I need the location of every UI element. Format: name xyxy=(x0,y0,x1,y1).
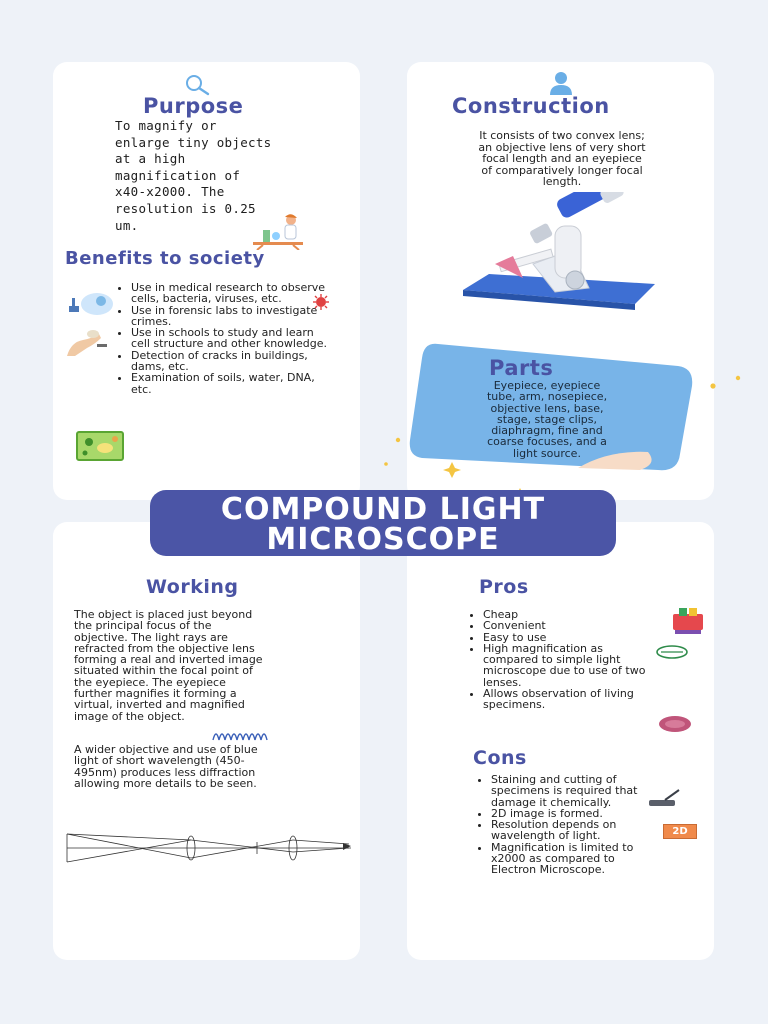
red-cell-icon xyxy=(657,714,693,734)
list-item: • Magnification is limited to x2000 as compared to Electron Microscope. xyxy=(491,842,651,876)
list-item: • High magnification as compared to simple light microscope due to use of two lenses. xyxy=(483,643,647,688)
parts-text: Eyepiece, eyepiece tube, arm, nosepiece, objective lens, base, stage, stage clips, diaphragm, fine and coarse focuses, and a light source. xyxy=(486,379,608,460)
list-item: • 2D image is formed. xyxy=(491,808,651,819)
parts-heading: Parts xyxy=(489,356,554,380)
badge-2d-icon: 2D xyxy=(663,824,697,839)
scientist-illustration xyxy=(249,214,307,250)
list-item: • Use in medical research to observe cells, bacteria, viruses, etc. xyxy=(131,282,335,305)
list-item: • Examination of soils, water, DNA, etc. xyxy=(131,372,335,395)
working-text-2: A wider objective and use of blue light of short wavelength (450- 495nm) produces less diffraction allowing more details to be seen. xyxy=(74,743,258,790)
title-line-1: COMPOUND LIGHT xyxy=(220,492,546,527)
user-icon xyxy=(547,70,575,96)
construction-heading: Construction xyxy=(452,94,610,118)
purpose-card xyxy=(53,62,360,500)
working-text: The object is placed just beyond the principal focus of the objective. The light rays are refracted from the objective lens forming a real and inverted image situated within the focal point of the eyepiece. The eyepiece further magnifies it forming a virtual, inverted and magnified image of the object. xyxy=(74,608,263,723)
list-item: • Staining and cutting of specimens is required that damage it chemically. xyxy=(491,774,651,808)
cells-illustration xyxy=(63,290,115,320)
ray-diagram xyxy=(61,826,353,866)
plant-cell-illustration xyxy=(75,430,125,462)
list-item: • Easy to use xyxy=(483,632,647,643)
construction-text: It consists of two convex lens; an objective lens of very short focal length and an eyepiece of comparatively longer focal length. xyxy=(478,129,646,188)
benefits-heading: Benefits to society xyxy=(65,248,265,269)
purpose-heading: Purpose xyxy=(143,94,244,118)
wave-icon xyxy=(211,728,269,742)
stamp-icon xyxy=(669,606,707,636)
benefits-list xyxy=(115,282,335,395)
title-banner xyxy=(150,490,616,556)
title-line-2: MICROSCOPE xyxy=(266,522,500,557)
list-item: • Convenient xyxy=(483,620,647,631)
list-item: • Detection of cracks in buildings, dams, etc. xyxy=(131,350,335,373)
leaf-badge-icon xyxy=(655,644,689,660)
working-heading: Working xyxy=(146,576,239,598)
list-item: • Use in schools to study and learn cell structure and other knowledge. xyxy=(131,327,335,350)
slide-tool-icon xyxy=(647,788,683,808)
purpose-text: To magnify or enlarge tiny objects at a high magnification of x40-x2000. The resolution is 0.25 um. xyxy=(115,118,272,233)
cons-list xyxy=(475,774,651,876)
pros-list xyxy=(467,609,647,711)
list-item: • Cheap xyxy=(483,609,647,620)
pros-cons-card xyxy=(407,522,714,960)
pros-heading: Pros xyxy=(479,576,529,598)
list-item: • Use in forensic labs to investigate crimes. xyxy=(131,305,335,328)
hand-specimen-illustration xyxy=(65,328,111,358)
list-item: • Allows observation of living specimens. xyxy=(483,688,647,711)
list-item: • Resolution depends on wavelength of light. xyxy=(491,819,651,842)
working-card xyxy=(53,522,360,960)
microscope-illustration xyxy=(459,192,657,314)
cons-heading: Cons xyxy=(473,747,527,769)
